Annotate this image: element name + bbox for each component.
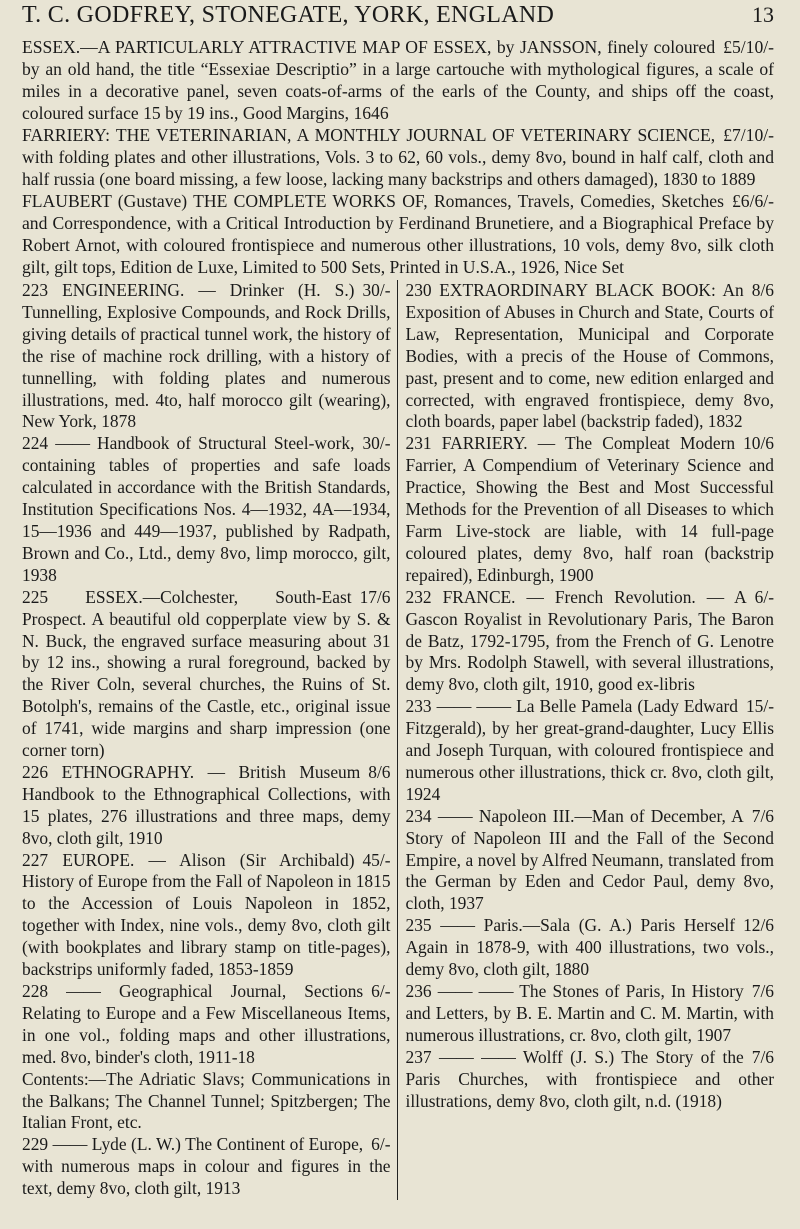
entry-heading: —— Paris.—Sala (G. A.) Paris Herself Again in 1878-9,	[405, 915, 736, 958]
catalogue-entry	[22, 762, 391, 850]
entry-number: 226	[22, 761, 49, 782]
catalogue-entry	[22, 190, 774, 278]
catalogue-entry	[22, 587, 391, 762]
entry-number: 231	[405, 433, 432, 454]
catalogue-entry	[22, 1134, 391, 1200]
entry-number: 223	[22, 280, 49, 300]
entry-description: with frontispiece and other illustrations, demy 8vo, cloth gilt, n.d. (1918)	[405, 1068, 774, 1111]
entry-description: giving details of practical tunnel work, the history of the rise of machine rock drilling, with a history of tunnelling, with folding plates and numerous illustrations, med. 4to, half morocco gilt (wearing), New York, 1878	[22, 323, 391, 432]
left-column	[22, 280, 398, 1200]
entry-price: 30/-	[362, 280, 391, 300]
header-title: T. C. GODFREY, STONEGATE, YORK, ENGLAND	[22, 2, 555, 28]
entry-heading: ESSEX.—A PARTICULARLY ATTRACTIVE MAP OF ESSEX, by JANSSON,	[22, 37, 602, 57]
entry-description: with a precis of the House of Commons, past, present and to come, new edition enlarged and corrected, with engraved frontispiece, demy 8vo, cloth boards, paper label (backstrip faded), 1832	[405, 345, 774, 432]
entry-description: together with Index, nine vols., demy 8vo, cloth gilt (with bookplates and library stamp on title-pages), backstrips uniformly faded, 1853-1859	[22, 915, 391, 980]
entry-heading: EXTRAORDINARY BLACK BOOK: An Exposition of Abuses in Church and State, Courts of Law, Representation, Municipal and Corporate Bodies,	[405, 280, 774, 366]
entry-number: 232	[405, 586, 432, 607]
entry-price: £6/6/-	[731, 191, 774, 211]
top-entries	[22, 36, 774, 278]
entry-heading: —— Napoleon III.—Man of December, A Story of Napoleon III and the Fall of the Second Empire,	[405, 805, 774, 870]
entry-heading: FLAUBERT (Gustave) THE COMPLETE WORKS OF, Romances, Travels, Comedies, Sketches and Correspondence,	[22, 191, 724, 233]
entry-heading: —— —— Wolff (J. S.) The Story of the Paris Churches,	[405, 1046, 744, 1089]
entry-heading: ESSEX.—Colchester, South-East Prospect.	[22, 586, 352, 629]
entry-heading: FARRIERY: THE VETERINARIAN, A MONTHLY JOURNAL OF VETERINARY SCIENCE,	[22, 125, 716, 145]
entry-price: 7/6	[751, 1046, 774, 1067]
entry-description: with folding plates and other illustrations, Vols. 3 to 62, 60 vols., demy 8vo, bound in half calf, cloth and half russia (one board missing, a few loose, lacking many backstrips and others damaged), 1830 to 1889	[22, 147, 774, 189]
two-column-listing	[22, 280, 774, 1200]
entry-number: 228	[22, 981, 49, 1001]
catalogue-entry	[406, 587, 775, 697]
entry-price: 7/6	[751, 981, 774, 1001]
entry-heading: —— —— The Stones of Paris, In History and Letters,	[405, 981, 744, 1023]
catalogue-entry	[406, 696, 775, 806]
entry-price: 10/6	[743, 433, 774, 454]
catalogue-entry	[22, 36, 774, 124]
catalogue-entry	[22, 1069, 391, 1135]
entry-price: 17/6	[359, 586, 391, 607]
entry-heading: —— —— La Belle Pamela (Lady Edward Fitzgerald),	[405, 696, 738, 739]
entry-price: 6/-	[371, 1134, 391, 1155]
catalogue-entry	[22, 850, 391, 981]
entry-description: by B. E. Martin and C. M. Martin, with numerous illustrations, cr. 8vo, cloth gilt, 1907	[405, 1002, 774, 1045]
entry-number: 233	[405, 696, 432, 717]
catalogue-entry	[22, 433, 391, 586]
entry-price: 6/-	[371, 981, 391, 1001]
entry-number: 235	[405, 915, 432, 936]
entry-heading: ETHNOGRAPHY. — British Museum Handbook to the Ethnographical Collections,	[22, 761, 361, 804]
entry-price: 12/6	[743, 915, 774, 936]
entry-price: 8/6	[368, 761, 391, 782]
entry-price: 7/6	[751, 805, 774, 826]
entry-price: 8/6	[751, 280, 774, 300]
entry-description: The Baron de Batz, 1792-1795, from the French of G. Lenotre by Mrs. Rodolph Stawell, with several illustrations, demy 8vo, cloth gilt, 1910, good ex-libris	[405, 608, 774, 695]
catalogue-entry	[406, 915, 775, 981]
entry-number: 230	[405, 280, 432, 300]
entry-number: 236	[405, 981, 432, 1001]
entry-number: 229	[22, 1134, 49, 1155]
catalogue-entry	[406, 433, 775, 586]
catalogue-entry	[22, 280, 391, 433]
page-number: 13	[752, 2, 774, 27]
entry-price: £5/10/-	[723, 37, 774, 57]
entry-number: 234	[405, 805, 432, 826]
entry-description: A beautiful old copperplate view by S. & N. Buck, the engraved surface measuring about 31 by 12 ins., showing a rural foreground, backed by the River Coln, several churches, the Ruins of St. Botolph's, remains of the Castle, etc., original issue of 1741, wide margins and sharp impression (one corner torn)	[22, 608, 391, 761]
entry-description: a novel by Alfred Neumann, translated from the German by Eden and Cedor Paul, demy 8vo, cloth, 1937	[405, 849, 774, 914]
entry-heading: ENGINEERING. — Drinker (H. S.) Tunnelling, Explosive Compounds, and Rock Drills,	[22, 280, 391, 322]
entry-description: containing tables of properties and safe loads calculated in accordance with the British Standards, Institution Specifications Nos. 4—1932, 4A—1934, 15—1936 and 449—1937, published by Radpath, Brown and Co., Ltd., demy 8vo, limp morocco, gilt, 1938	[22, 455, 391, 585]
catalogue-entry	[406, 806, 775, 916]
catalogue-entry	[406, 1047, 775, 1113]
catalogue-entry	[22, 981, 391, 1069]
entry-description: with numerous maps in colour and figures in the text, demy 8vo, cloth gilt, 1913	[22, 1156, 391, 1199]
page-header	[22, 0, 774, 36]
entry-number: 224	[22, 433, 49, 454]
entry-price: 45/-	[362, 849, 391, 870]
entry-heading: —— Handbook of Structural Steel-work,	[55, 433, 355, 454]
entry-heading: —— Geographical Journal, Sections Relating to Europe and a Few Miscellaneous Items,	[22, 981, 391, 1023]
entry-description: with 400 illustrations, two vols., demy 8vo, cloth gilt, 1880	[405, 937, 774, 980]
catalogue-entry	[406, 280, 775, 433]
entry-number: 237	[405, 1046, 432, 1067]
entry-heading: FARRIERY. — The Compleat Modern Farrier, A Compendium of Veterinary Science and Practice, Showing the Best and Most Successful Methods for the Prevention of all Diseases to which Farm Live-stock are liable,	[405, 433, 774, 541]
entry-description: with a Critical Introduction by Ferdinand Brunetiere, and a Biographical Preface by Robert Arnot, with coloured frontispiece and numerous other illustrations, 10 vols, demy 8vo, silk cloth gilt, gilt tops, Edition de Luxe, Limited to 500 Sets, Printed in U.S.A., 1926, Nice Set	[22, 213, 774, 277]
right-column	[398, 280, 775, 1200]
entry-price: 30/-	[362, 433, 391, 454]
catalogue-entry	[406, 981, 775, 1047]
entry-description: in one vol., folding maps and other illustrations, med. 8vo, binder's cloth, 1911-18	[22, 1024, 391, 1067]
entry-description: with 14 full-page coloured plates, demy 8vo, half roan (backstrip repaired), Edinburgh, 1900	[405, 520, 774, 585]
entry-heading: FRANCE. — French Revolution. — A Gascon Royalist in Revolutionary Paris,	[405, 586, 747, 629]
entry-price: 6/-	[754, 586, 774, 607]
entry-description: with 15 plates, 276 illustrations and three maps, demy 8vo, cloth gilt, 1910	[22, 783, 391, 848]
entry-description: finely coloured by an old hand, the title “Essexiae Descriptio” in a large cartouche with mythological figures, a scale of miles in a decorative panel, seven coats-of-arms of the earls of the County, and ships off the coast, coloured surface 15 by 19 ins., Good Margins, 1646	[22, 37, 774, 123]
entry-heading: —— Lyde (L. W.) The Continent of Europe,	[52, 1134, 364, 1155]
entry-number: 225	[22, 586, 49, 607]
entry-description: Contents:—The Adriatic Slavs; Communications in the Balkans; The Channel Tunnel; Spitzbergen; The Italian Front, etc.	[22, 1068, 391, 1133]
catalogue-entry	[22, 124, 774, 190]
entry-price: 15/-	[745, 696, 774, 717]
entry-description: by her great-grand-daughter, Lucy Ellis and Joseph Turquan, with coloured frontispiece and numerous other illustrations, thick cr. 8vo, cloth gilt, 1924	[405, 718, 774, 804]
entry-heading: EUROPE. — Alison (Sir Archibald) History of Europe from the Fall of Napoleon in 1815 to the Accession of Louis Napoleon in 1852,	[22, 849, 391, 914]
entry-number: 227	[22, 849, 49, 870]
entry-price: £7/10/-	[723, 125, 774, 145]
